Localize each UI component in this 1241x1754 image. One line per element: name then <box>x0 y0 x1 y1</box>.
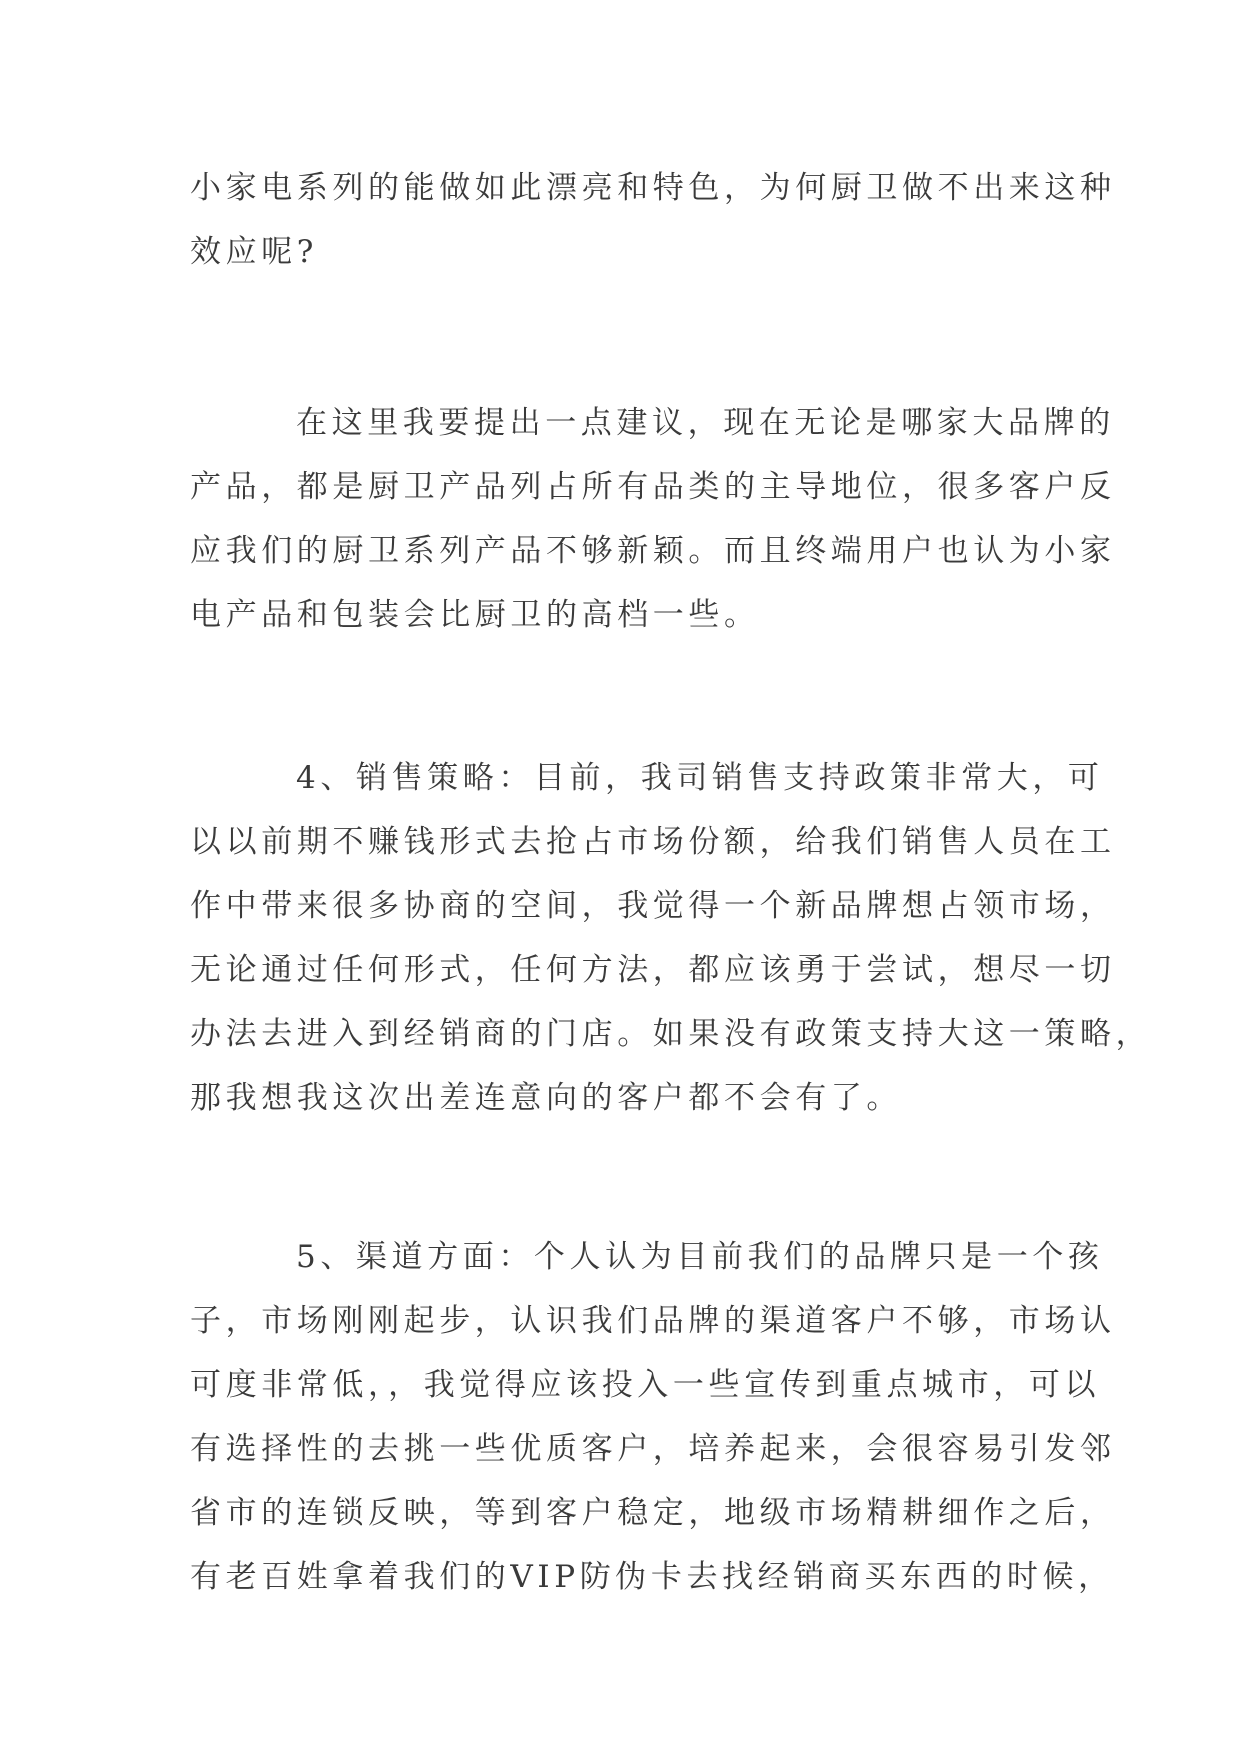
text-line: 小家电系列的能做如此漂亮和特色，为何厨卫做不出来这种 <box>190 170 1116 206</box>
text-line: 4、销售策略：目前，我司销售支持政策非常大，可 <box>296 760 1104 796</box>
paragraph-continuation <box>190 156 1116 284</box>
text-line: 子，市场刚刚起步，认识我们品牌的渠道客户不够，市场认 <box>190 1303 1116 1339</box>
paragraph-channels <box>190 1225 1116 1609</box>
text-line: 可度非常低，，我觉得应该投入一些宣传到重点城市，可以 <box>190 1367 1101 1403</box>
text-line: 那我想我这次出差连意向的客户都不会有了。 <box>190 1080 902 1116</box>
text-line: 办法去进入到经销商的门店。如果没有政策支持大这一策略， <box>190 1016 1152 1052</box>
text-line: 有老百姓拿着我们的VIP防伪卡去找经销商买东西的时候， <box>190 1559 1114 1595</box>
text-line: 应我们的厨卫系列产品不够新颖。而且终端用户也认为小家 <box>190 533 1116 569</box>
text-line: 产品，都是厨卫产品列占所有品类的主导地位，很多客户反 <box>190 469 1116 505</box>
text-line: 效应呢? <box>190 234 319 270</box>
text-line: 无论通过任何形式，任何方法，都应该勇于尝试，想尽一切 <box>190 952 1116 988</box>
text-line: 以以前期不赚钱形式去抢占市场份额，给我们销售人员在工 <box>190 824 1116 860</box>
text-line: 作中带来很多协商的空间，我觉得一个新品牌想占领市场， <box>190 888 1116 924</box>
paragraph-sales-strategy <box>190 746 1152 1130</box>
text-line: 省市的连锁反映，等到客户稳定，地级市场精耕细作之后， <box>190 1495 1116 1531</box>
text-line: 有选择性的去挑一些优质客户，培养起来，会很容易引发邻 <box>190 1431 1116 1467</box>
text-line: 电产品和包装会比厨卫的高档一些。 <box>190 597 760 633</box>
paragraph-suggestion <box>190 391 1116 647</box>
text-line: 在这里我要提出一点建议，现在无论是哪家大品牌的 <box>296 405 1115 441</box>
text-line: 5、渠道方面：个人认为目前我们的品牌只是一个孩 <box>296 1239 1104 1275</box>
